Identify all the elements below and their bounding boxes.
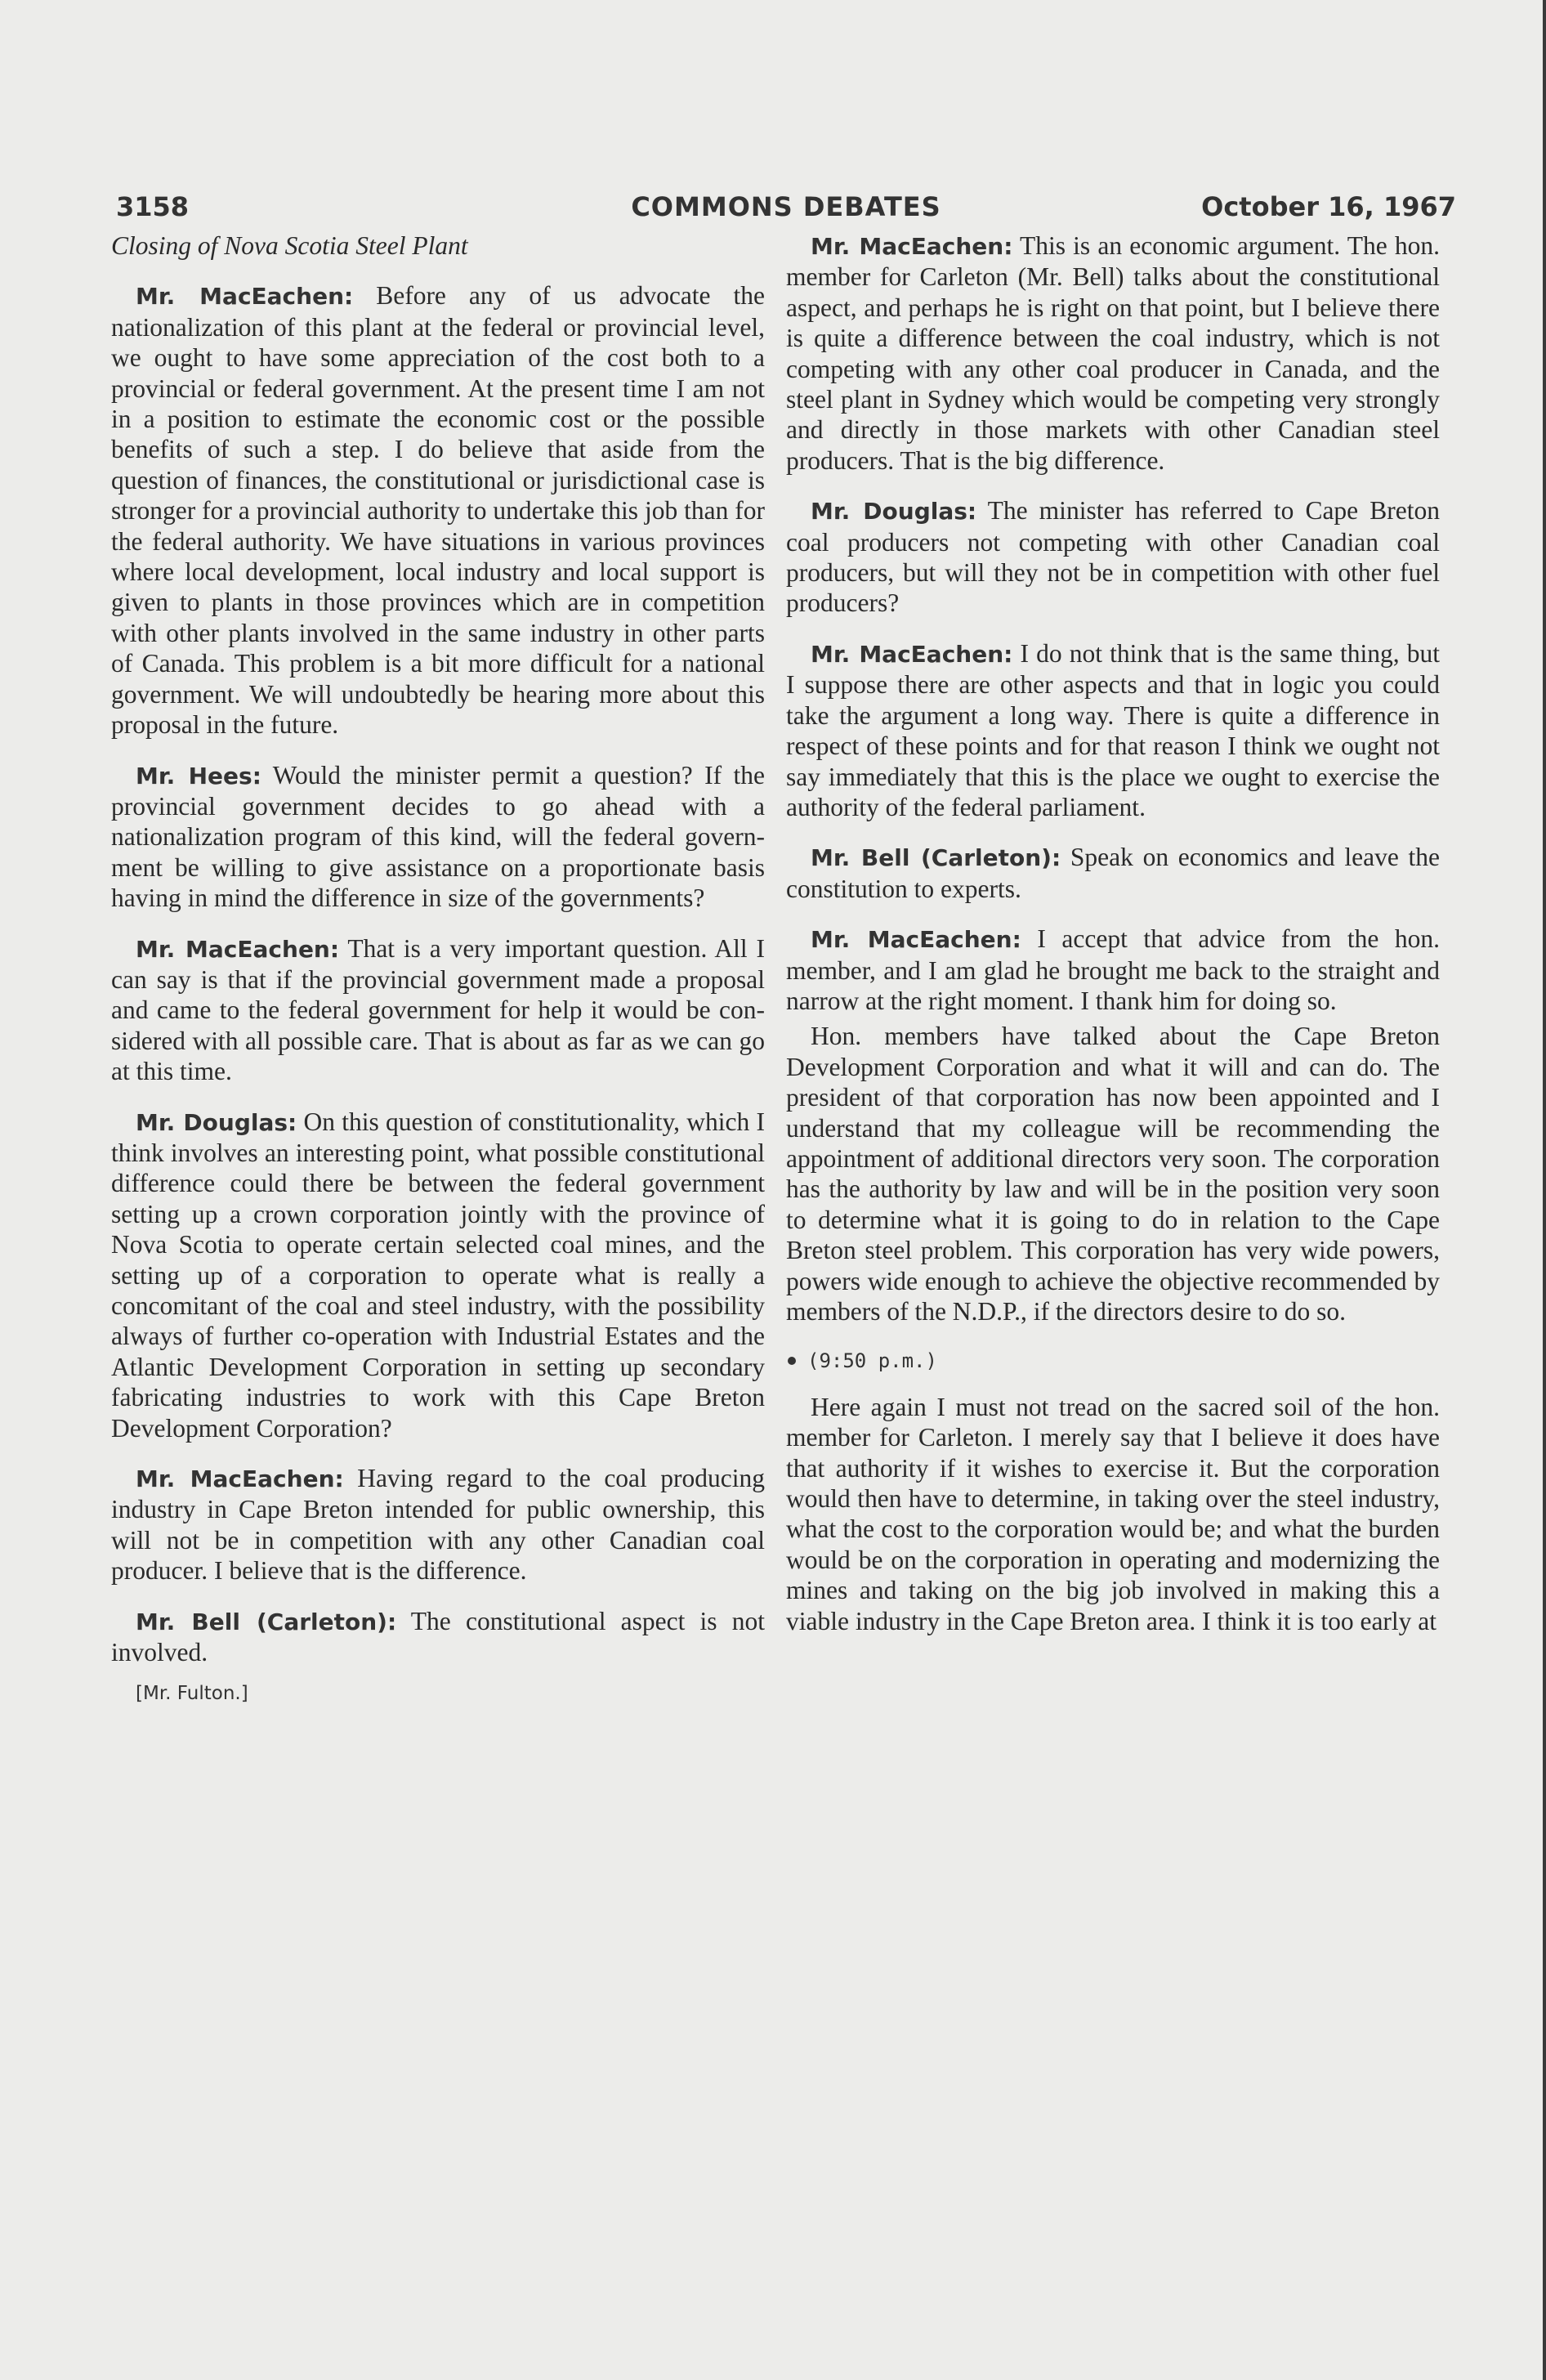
speech-paragraph xyxy=(111,280,765,740)
speech-paragraph xyxy=(786,1392,1440,1636)
time-mark-text: (9:50 p.m.) xyxy=(807,1349,937,1373)
speech-text: I do not think that is the same thing, but I suppose there are other aspects and that in logic you could take the argument a long way. There is quite a difference in respect of these points and for that reason I think we ought not say immediately that this is the place we ought to exercise the authority of the federal parliament. xyxy=(786,638,1441,821)
speech-text: This is an economic argument. The hon. member for Carleton (Mr. Bell) talks about the constitutional aspect, and perhaps he is right on that point, but I believe there is quite a difference between the coal industry, which is not competing with any other coal producer in Canada, and the steel plant in Sydney which would be competing very strongly and directly in those markets with other Canadian steel producers. That is the big difference. xyxy=(786,231,1440,475)
speech-paragraph xyxy=(111,1107,765,1443)
page-number: 3158 xyxy=(116,191,190,222)
speech-text: Would the minister permit a question? If the provincial government decides to go ahead with a nationalization program of this kind, will the federal government be willing to give assistance on a proportionate basis having in mind the difference in size of the governments? xyxy=(111,760,765,913)
page-date: October 16, 1967 xyxy=(1201,191,1456,222)
speech-paragraph xyxy=(786,842,1440,904)
speech-text: I accept that advice from the hon. member, and I am glad he brought me back to the straight and narrow at the right moment. I thank him for doing so. xyxy=(786,924,1441,1015)
speech-text: That is a very important question. All I can say is that if the provincial government made a proposal and came to the federal government for help it would be considered with all possible care. That is about as far as we can go at this time. xyxy=(111,933,766,1086)
speech-paragraph xyxy=(786,1021,1440,1326)
bullet-icon xyxy=(788,1357,796,1365)
speaker-name: Mr. MacEachen: xyxy=(136,283,354,311)
publication-title: COMMONS DEBATES xyxy=(631,191,941,222)
speech-paragraph xyxy=(786,230,1440,476)
speech-text: Hon. members have talked about the Cape Breton Development Corporation and what it will and can do. The president of that corporation has now been appointed and I understand that my colleague will be recommending the appointment of additional directors very soon. The corporation has the authority by law and will be in the position very soon to determine what it is going to do in relation to the Cape Breton steel problem. This corporation has very wide powers, powers wide enough to achieve the objective recommended by members of the N.D.P., if the directors desire to do so. xyxy=(786,1022,1440,1326)
speech-paragraph xyxy=(786,638,1440,822)
speech-paragraph xyxy=(111,760,765,914)
speech-text: On this question of constitutionality, which I think involves an interesting point, what possible constitutional difference could there be between the federal government setting up a crown corporation jointly with the province of Nova Scotia to operate certain selected coal mines, and the setting up of a corporation to operate what is really a concomitant of the coal and steel industry, with the possibility always of further co-operation with Industrial Estates and the Atlantic Development Corporation in setting up secondary fabricating industries to work with this Cape Breton Development Corporation? xyxy=(111,1107,766,1443)
speaker-name: Mr. MacEachen: xyxy=(811,926,1021,954)
speaker-name: Mr. MacEachen: xyxy=(136,1465,344,1493)
speaker-name: Mr. MacEachen: xyxy=(136,935,340,963)
speech-text: Having regard to the coal producing industry in Cape Breton intended for public ownership, this will not be in competition with any other Canadian coal producer. I believe that is the difference. xyxy=(111,1464,765,1586)
speaker-name: Mr. Hees: xyxy=(136,762,261,790)
speech-text: Here again I must not tread on the sacred soil of the hon. member for Carleton. I merely say that I believe it does have that authority if it wishes to exercise it. But the corporation would then have to determine, in taking over the steel industry, what the cost to the corporation would be; and what the burden would be on the corporation in operating and modernizing the mines and taking on the big job involved in making this a viable industry in the Cape Breton area. I think it is too early at xyxy=(786,1392,1440,1635)
speaker-name: Mr. MacEachen: xyxy=(811,233,1013,260)
speaker-name: Mr. Bell (Carleton): xyxy=(136,1608,397,1635)
speech-paragraph xyxy=(111,933,765,1087)
speech-text: The constitutional aspect is not involved. xyxy=(111,1606,765,1667)
footer-note: [Mr. Fulton.] xyxy=(136,1683,248,1705)
speech-text: Before any of us advocate the nationalization of this plant at the federal or provincial level, we ought to have some appreciation of the cost both to a provincial or federal government. At the present time I am not in a position to estimate the economic cost or the possible benefits of such a step. I do believe that aside from the question of finances, the constitutional or jurisdictional case is stronger for a provincial authority to undertake this job than for the federal authority. We have situations in various provinces where local development, local industry and local support is given to plants in those provinces which are in competition with other plants involved in the same industry in other parts of Canada. This problem is a bit more difficult for a national government. We will undoubtedly be hearing more about this proposal in the future. xyxy=(111,281,766,740)
speaker-name: Mr. Douglas: xyxy=(811,498,977,526)
speaker-name: Mr. MacEachen: xyxy=(811,640,1013,668)
speaker-name: Mr. Douglas: xyxy=(136,1108,297,1136)
section-title: Closing of Nova Scotia Steel Plant xyxy=(111,231,468,260)
time-mark xyxy=(786,1346,1440,1376)
speech-text: Speak on economics and leave the constitution to experts. xyxy=(786,843,1440,903)
page-header xyxy=(116,191,1456,232)
speech-paragraph xyxy=(111,1606,765,1668)
speaker-name: Mr. Bell (Carleton): xyxy=(811,844,1061,872)
speech-paragraph xyxy=(111,1463,765,1586)
speech-text: The minister has referred to Cape Breton coal producers not competing with other Canadian coal producers, but will they not be in competition with other fuel producers? xyxy=(786,496,1440,618)
speech-paragraph xyxy=(786,924,1440,1016)
page-edge xyxy=(1543,0,1546,2380)
right-column xyxy=(786,230,1440,1656)
left-column xyxy=(111,230,765,1710)
speech-paragraph xyxy=(786,495,1440,619)
